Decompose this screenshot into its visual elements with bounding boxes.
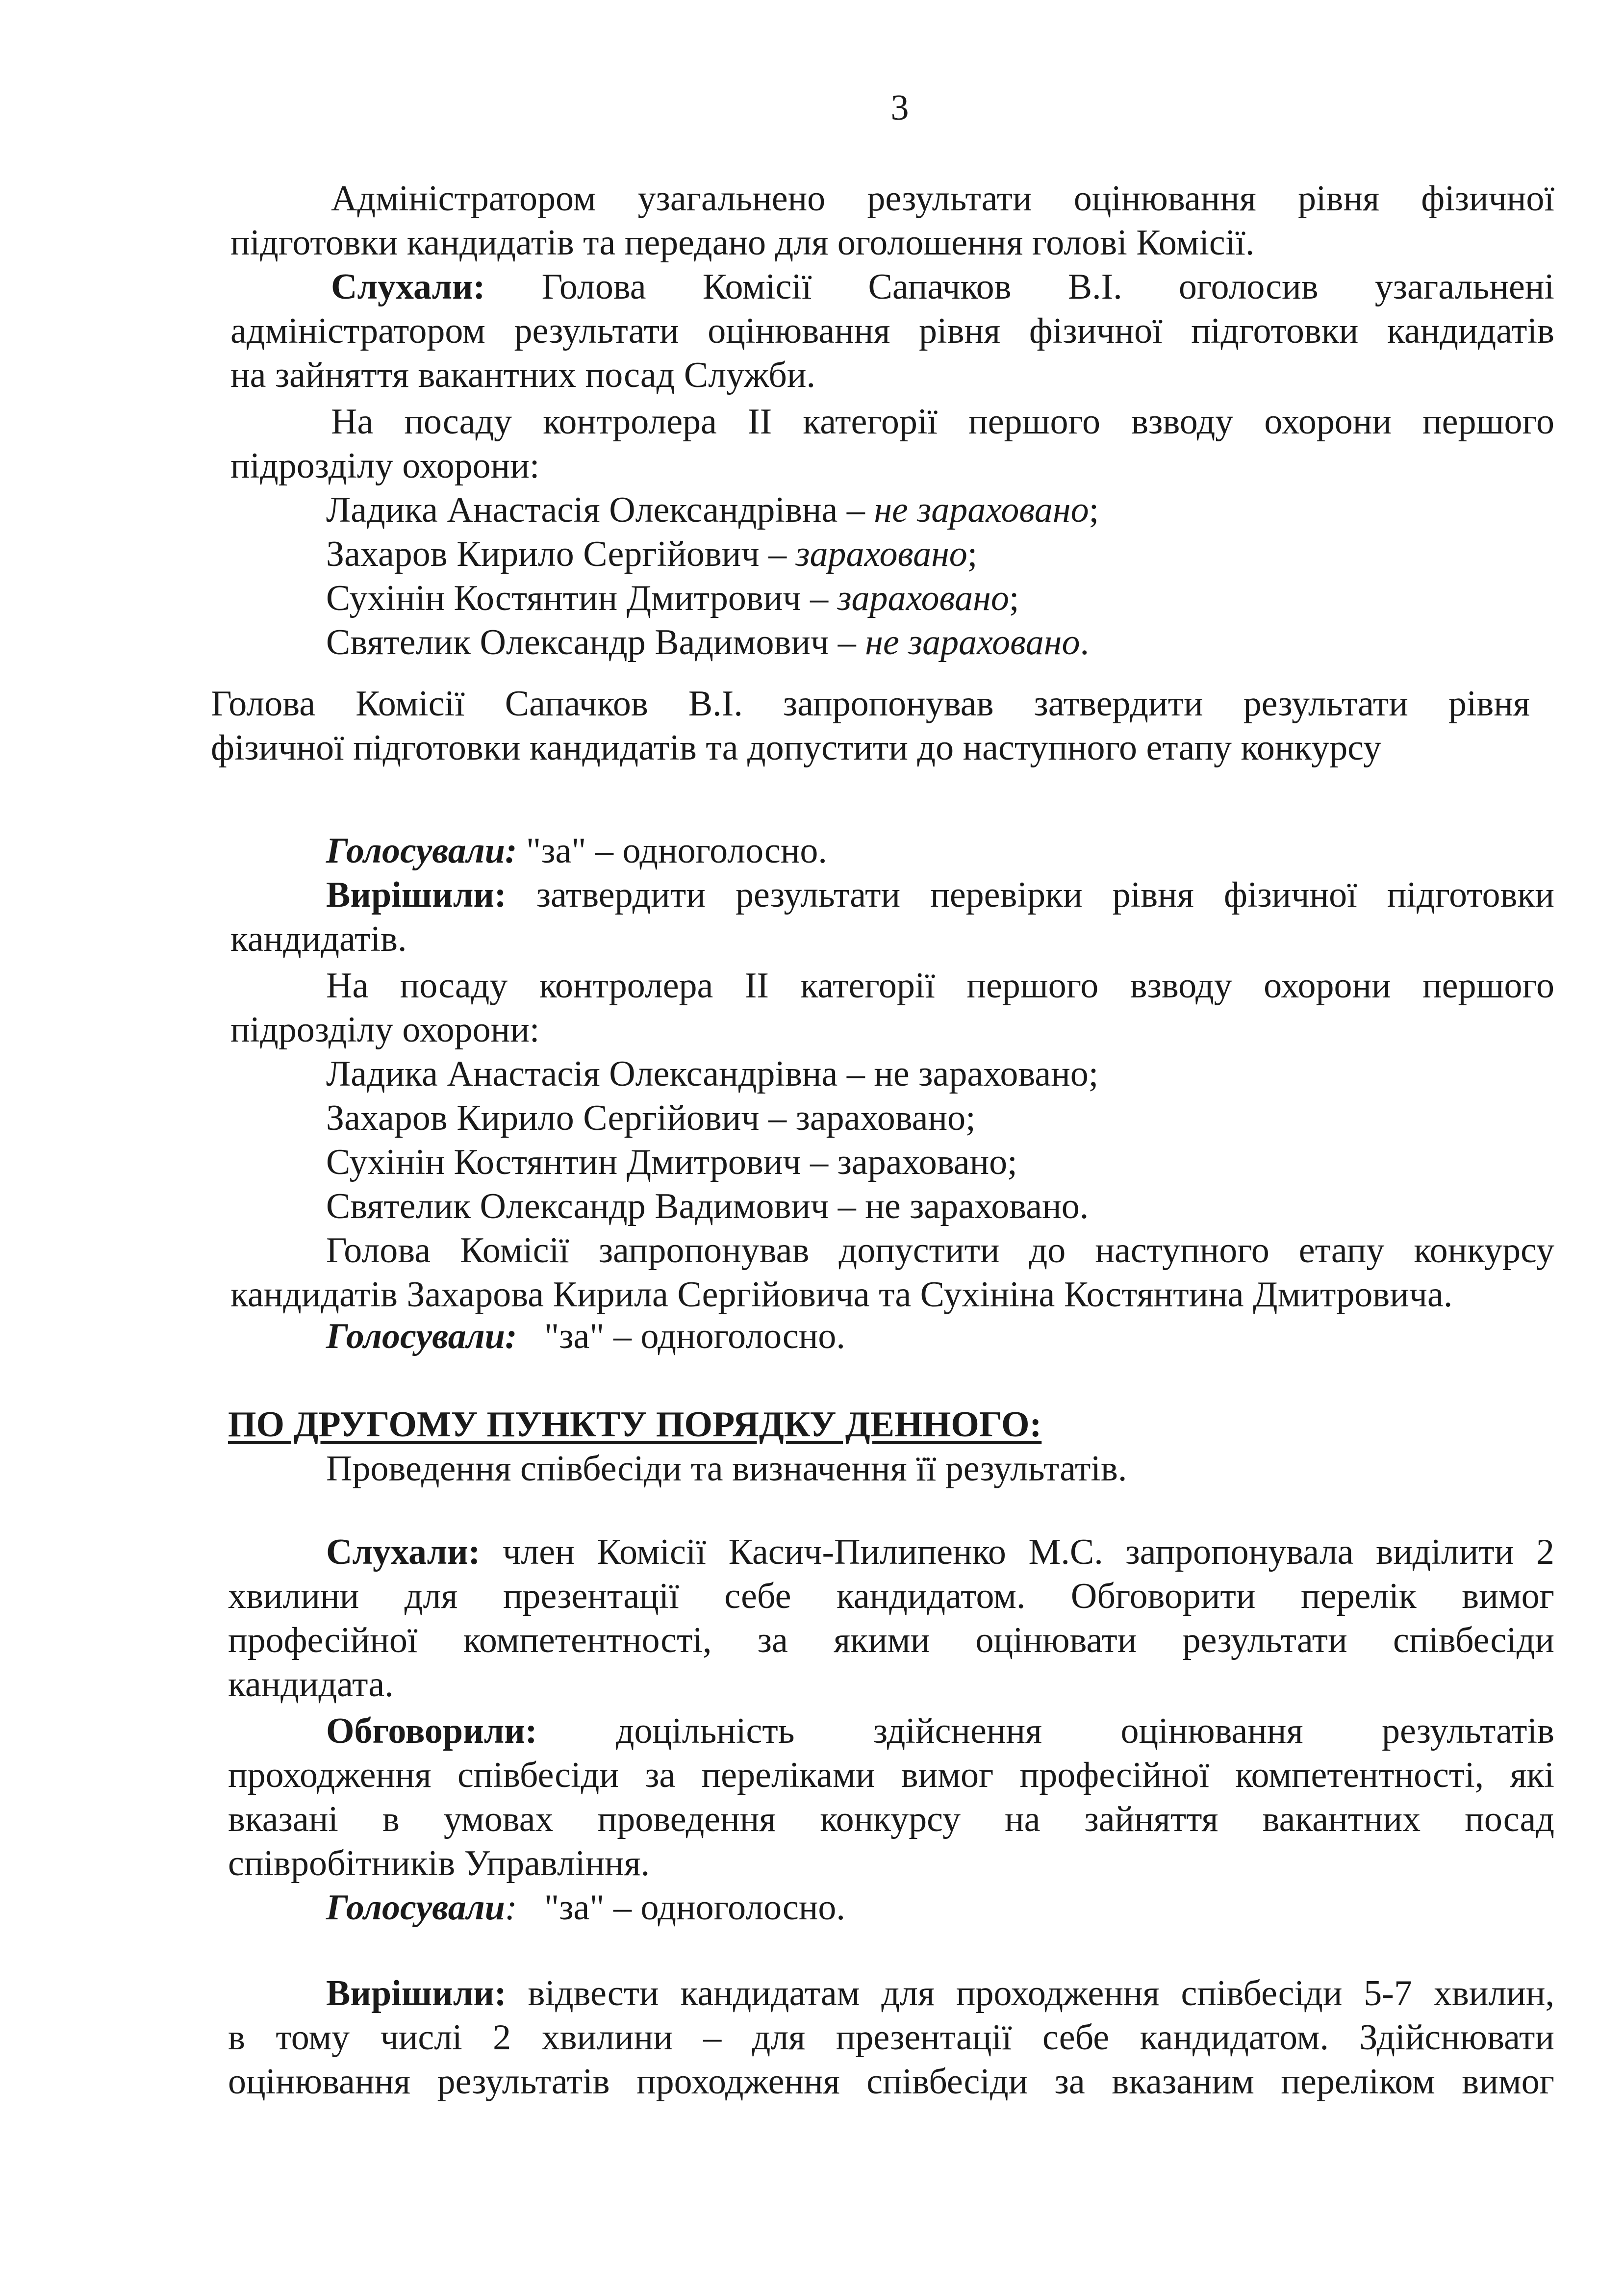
- section-subtitle: Проведення співбесіди та визначення її результатів.: [326, 1449, 1127, 1489]
- position-paragraph-line-2: підрозділу охорони:: [230, 446, 540, 486]
- decided-2-line-3: оцінювання результатів проходження співбесіди за вказаним переліком вимог: [228, 2062, 1554, 2102]
- candidate-result-plain-2: Захаров Кирило Сергійович – зараховано;: [326, 1098, 976, 1138]
- decided-2-line-1: Вирішили: відвести кандидатам для проходження співбесіди 5-7 хвилин,: [326, 1973, 1554, 2014]
- heard-2-line-3: професійної компетентності, за якими оцінювати результати співбесіди: [228, 1620, 1554, 1660]
- paragraph-admin-line-1: Адміністратором узагальнено результати оцінювання рівня фізичної: [331, 178, 1554, 219]
- admit-paragraph-line-1: Голова Комісії запропонував допустити до наступного етапу конкурсу: [326, 1230, 1554, 1271]
- decided-2-line-2: в тому числі 2 хвилини – для презентації себе кандидатом. Здійснювати: [228, 2017, 1554, 2058]
- position-paragraph-2-line-1: На посаду контролера ІІ категорії першого взводу охорони першого: [326, 966, 1554, 1006]
- heard-2-line-2: хвилини для презентації себе кандидатом. Обговорити перелік вимог: [228, 1576, 1554, 1616]
- paragraph-admin-line-2: підготовки кандидатів та передано для оголошення голові Комісії.: [230, 223, 1255, 263]
- heard-paragraph-line-3: на зайняття вакантних посад Служби.: [230, 355, 816, 395]
- proposal-paragraph-line-1: Голова Комісії Сапачков В.І. запропонував затвердити результати рівня: [211, 684, 1530, 724]
- vote-line-2: Голосували: "за" – одноголосно.: [326, 1316, 845, 1356]
- candidate-result-plain-3: Сухінін Костянтин Дмитрович – зараховано;: [326, 1142, 1017, 1182]
- heard-label: Слухали:: [331, 267, 485, 307]
- heard-paragraph-line-1: Слухали: Голова Комісії Сапачков В.І. оголосив узагальнені: [331, 267, 1554, 307]
- page-number: 3: [890, 88, 909, 128]
- heard-2-line-1: Слухали: член Комісії Касич-Пилипенко М.С. запропонувала виділити 2: [326, 1532, 1554, 1572]
- discussed-line-1: Обговорили: доцільність здійснення оцінювання результатів: [326, 1711, 1554, 1751]
- vote-line-3: Голосували: "за" – одноголосно.: [326, 1887, 845, 1928]
- candidate-result-4: Святелик Олександр Вадимович – не зараховано.: [326, 622, 1089, 663]
- position-paragraph-line-1: На посаду контролера ІІ категорії першого взводу охорони першого: [331, 402, 1554, 442]
- candidate-result-plain-1: Ладика Анастасія Олександрівна – не зараховано;: [326, 1054, 1099, 1094]
- candidate-result-2: Захаров Кирило Сергійович – зараховано;: [326, 534, 978, 574]
- decided-paragraph-line-2: кандидатів.: [230, 919, 407, 959]
- candidate-result-1: Ладика Анастасія Олександрівна – не зараховано;: [326, 490, 1099, 530]
- proposal-paragraph-line-2: фізичної підготовки кандидатів та допустити до наступного етапу конкурсу: [211, 728, 1382, 768]
- position-paragraph-2-line-2: підрозділу охорони:: [230, 1010, 540, 1050]
- heard-2-line-4: кандидата.: [228, 1664, 394, 1705]
- discussed-line-2: проходження співбесіди за переліками вимог професійної компетентності, які: [228, 1755, 1554, 1795]
- candidate-result-3: Сухінін Костянтин Дмитрович – зараховано;: [326, 578, 1019, 618]
- heard-paragraph-line-2: адміністратором результати оцінювання рівня фізичної підготовки кандидатів: [230, 311, 1554, 351]
- section-heading: ПО ДРУГОМУ ПУНКТУ ПОРЯДКУ ДЕННОГО:: [228, 1404, 1042, 1445]
- vote-line-1: Голосували: "за" – одноголосно.: [326, 831, 827, 871]
- discussed-line-4: співробітників Управління.: [228, 1843, 650, 1884]
- admit-paragraph-line-2: кандидатів Захарова Кирила Сергійовича та Сухініна Костянтина Дмитровича.: [230, 1274, 1453, 1315]
- candidate-result-plain-4: Святелик Олександр Вадимович – не зараховано.: [326, 1186, 1089, 1226]
- decided-paragraph-line-1: Вирішили: затвердити результати перевірки рівня фізичної підготовки: [326, 875, 1554, 915]
- discussed-line-3: вказані в умовах проведення конкурсу на зайняття вакантних посад: [228, 1799, 1554, 1839]
